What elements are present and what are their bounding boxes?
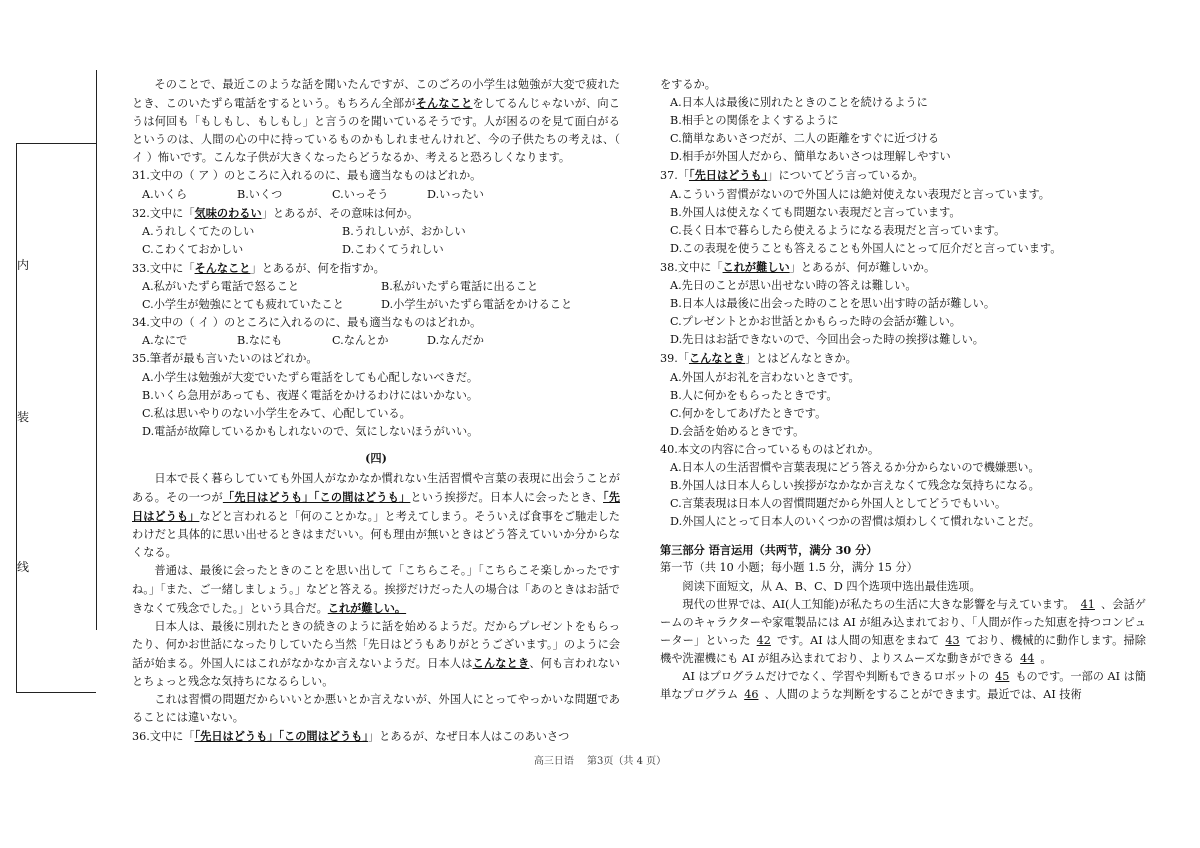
question-32: 32.文中に「気味のわるい」とあるが、その意味は何か。 [132,205,419,220]
option[interactable]: A.なにで [142,334,188,348]
question-40: 40.本文の内容に合っているものはどれか。 [660,442,880,456]
option[interactable]: C.長く日本で暮らしたら使えるようになる表現だと言っています。 [670,223,1006,237]
option[interactable]: C.なんとか [332,334,389,348]
option[interactable]: D.電話が故障しているかもしれないので、気にしないほうがいい。 [142,424,479,438]
option[interactable]: D.小学生がいたずら電話をかけること [381,298,573,312]
option[interactable]: D.こわくてうれしい [342,242,444,256]
option[interactable]: B.私がいたずら電話に出ること [381,280,539,294]
question-33-options-ab [132,278,620,296]
option[interactable]: D.なんだか [427,334,484,348]
option[interactable]: D.いったい [427,187,484,201]
option[interactable]: A.いくら [142,187,188,201]
question-38: 38.文中に「これが難しい」とあるが、何が難しいか。 [660,259,936,274]
binding-line [96,70,97,630]
option[interactable]: A.私がいたずら電話で怒ること [142,280,300,294]
question-31-options [132,186,620,204]
option[interactable]: B.いくら急用があっても、夜遅く電話をかけるわけにはいかない。 [142,388,479,402]
page-footer: 高三日语 第3页（共 4 页） [533,756,667,767]
question-34-options [132,332,620,350]
option[interactable]: A.先日のことが思い出せない時の答えは難しい。 [670,279,917,293]
option[interactable]: D.先日はお話できないので、今回出会った時の挨拶は難しい。 [670,333,984,347]
option[interactable]: B.外国人は日本人らしい挨拶がなかなか言えなくて残念な気持ちになる。 [670,479,1040,493]
option[interactable]: B.外国人は使えなくても問題ない表現だと言っています。 [670,205,961,219]
option[interactable]: A.小学生は勉強が大変でいたずら電話をしても心配しないべきだ。 [142,370,479,384]
margin-label: 线 [17,560,30,574]
section-heading: (四) [365,450,387,465]
option[interactable]: C.いっそう [332,187,389,201]
option[interactable]: C.小学生が勉強にとても疲れていたこと [142,298,344,312]
option[interactable]: A.日本人の生活習慣や言葉表現にどう答えるか分からないので機嫌悪い。 [670,460,1040,474]
question-35: 35.筆者が最も言いたいのはどれか。 [132,352,318,366]
option[interactable]: B.うれしいが、おかしい [342,224,466,238]
option[interactable]: A.日本人は最後に別れたときのことを続けるように [670,96,928,110]
option[interactable]: C.プレゼントとかお世話とかもらった時の会話が難しい。 [670,315,961,329]
option[interactable]: C.こわくておかしい [142,242,244,256]
blank-44[interactable]: 44 [1020,651,1035,665]
option[interactable]: C.簡単なあいさつだが、二人の距離をすぐに近づける [670,132,940,146]
blank-41[interactable]: 41 [1080,597,1095,611]
question-34: 34.文中の（ イ ）のところに入れるのに、最も適当なものはどれか。 [132,316,482,330]
instructions: 阅读下面短文，从 A、B、C、D 四个选项中选出最佳选项。 [682,579,981,593]
binding-bracket-top [16,143,96,144]
option[interactable]: D.会話を始めるときです。 [670,424,805,438]
blank-45[interactable]: 45 [995,670,1010,683]
margin-label: 装 [17,410,30,424]
cloze-paragraph: AI はプログラムだけでなく、学習や判断もできるロボットの 45 ものです。一部の AI は簡単なプログラム 46 、人間のような判断をすることができます。最近では、AI 技術 [660,670,1146,702]
option[interactable]: A.うれしくてたのしい [142,224,255,238]
option[interactable]: C.言葉表現は日本人の習慣問題だから外国人としてどうでもいい。 [670,497,1007,511]
question-36: 36.文中に「「先日はどうも」「この間はどうも」」とあるが、なぜ日本人はこのあいさつ [132,729,570,744]
option[interactable]: B.なにも [237,334,283,348]
section-subtitle: 第一节（共 10 小题；每小题 1.5 分，满分 15 分） [660,561,918,575]
option[interactable]: D.外国人にとって日本人のいくつかの習慣は煩わしくて慣れないことだ。 [670,515,1040,529]
option[interactable]: A.外国人がお礼を言わないときです。 [670,370,860,384]
right-column [660,76,1146,704]
option[interactable]: B.相手との関係をよくするように [670,114,839,128]
option[interactable]: A.こういう習慣がないので外国人には絶対使えない表現だと言っています。 [670,187,1050,201]
passage-paragraph: 日本で長く暮らしていても外国人がなかなか慣れない生活習慣や言葉の表現に出会うことがある。その一つが「先日はどうも」「この間はどうも」という挨拶だ。日本人に会ったとき、「先日はどうも」などと言われると「何のことかな。」と考えてしまう。そういえば食事をご馳走したわけだと具体的に思い出せるときはまだいい。何も理由が無いときはどう答えていいか分からなくなる。 [132,471,620,560]
intro-paragraph: そのことで、最近このような話を聞いたんですが、このごろの小学生は勉強が大変で疲れたとき、このいたずら電話をするという。もちろん全部がそんなことをしてるんじゃないが、向こうは何回も「もしもし、もしもし」と言うのを聞いているそうです。人が困るのを見て面白がるというのは、人間の心の中に持っているものかもしれませんけれど、今の子供たちの考えは、（ イ ）怖いです。こんな子供が大きくなったらどうなるか、考えると恐ろしくなります。 [132,78,620,165]
question-33-options-cd [132,296,620,314]
option[interactable]: D.相手が外国人だから、簡単なあいさつは理解しやすい [670,150,951,164]
left-column [132,76,620,746]
margin-label: 内 [17,258,30,272]
passage-paragraph: 日本人は、最後に別れたときの続きのように話を始めるようだ。だからプレゼントをもらったり、何かお世話になったりしていたら当然「先日はどうもありがとうございます。」のように会話が始まる。外国人にはこれがなかなか言えないようだ。日本人はこんなとき、何も言われないとちょっと残念な気持ちになるらしい。 [132,619,620,688]
blank-43[interactable]: 43 [945,633,960,647]
option[interactable]: B.いくつ [237,187,283,201]
blank-42[interactable]: 42 [756,633,771,647]
question-33: 33.文中に「そんなこと」とあるが、何を指すか。 [132,260,385,275]
binding-bracket-bottom [16,692,96,693]
option[interactable]: C.何かをしてあげたときです。 [670,406,827,420]
question-39: 39.「こんなとき」とはどんなときか。 [660,351,857,366]
option[interactable]: D.この表現を使うことも答えることも外国人にとって厄介だと言っています。 [670,241,1062,255]
option[interactable]: B.人に何かをもらったときです。 [670,388,838,402]
passage-paragraph: これは習慣の問題だからいいとか悪いとか言えないが、外国人にとってやっかいな問題であることには違いない。 [132,693,620,725]
question-32-options-cd [132,241,620,259]
option[interactable]: B.日本人は最後に出会った時のことを思い出す時の話が難しい。 [670,297,996,311]
part-title: 第三部分 语言运用（共两节，满分 30 分） [660,543,878,558]
question-36-continued: をするか。 [660,78,716,91]
question-37: 37.「「先日はどうも」」についてどう言っているか。 [660,168,924,183]
passage-paragraph: 普通は、最後に会ったときのことを思い出して「こちらこそ。」「こちらこそ楽しかったですね。」「また、ご一緒しましょう。」などと答える。挨拶だけだった人の場合は「あのときはお話できなくて残念でした。」という具合だ。これが難しい。 [132,564,620,615]
cloze-paragraph: 現代の世界では、AI(人工知能)が私たちの生活に大きな影響を与えています。 41 、会話ゲームのキャラクターや家電製品には AI が組み込まれており、「人間が作った知恵を持つコンピューター」といった 42 です。AI は人間の知恵をまねて 43 ており、機械的に動作します。掃除機や洗濯機にも AI が組み込まれており、よりスムーズな動きができる 44 。 [660,597,1146,665]
question-31: 31.文中の（ ア ）のところに入れるのに、最も適当なものはどれか。 [132,169,482,183]
blank-46[interactable]: 46 [744,688,759,702]
question-32-options-ab [132,223,620,241]
option[interactable]: C.私は思いやりのない小学生をみて、心配している。 [142,406,411,420]
